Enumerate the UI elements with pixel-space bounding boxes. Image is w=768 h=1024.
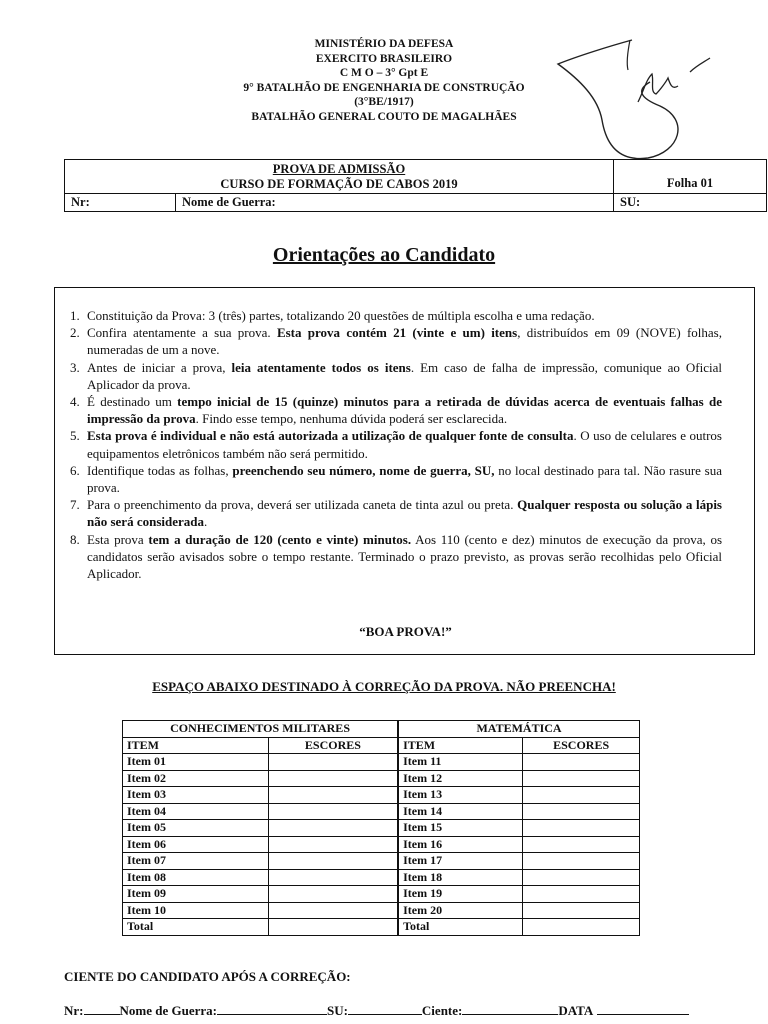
score-cell[interactable] bbox=[523, 869, 640, 886]
guideline-text: tempo inicial de 15 (quinze) minutos para a retirada de dúvidas acerca de eventuais falhas de impressão da prova bbox=[87, 394, 722, 427]
col-item-header: ITEM bbox=[123, 737, 269, 754]
guidelines-title: Orientações ao Candidato bbox=[272, 244, 496, 266]
footer-nr-label: Nr: bbox=[64, 1003, 84, 1018]
admission-table bbox=[64, 159, 767, 212]
col-item-header: ITEM bbox=[398, 737, 523, 754]
score-cell[interactable] bbox=[523, 853, 640, 870]
guideline-text: Aos 110 (cento e dez) minutos de execução da prova, os candidatos serão avisados sobre o tempo restante. Terminado o prazo previsto, as provas serão recolhidas pelo Oficial Aplicador. bbox=[87, 531, 723, 582]
correction-note: ESPAÇO ABAIXO DESTINADO À CORREÇÃO DA PROVA. NÃO PREENCHA! bbox=[152, 679, 616, 694]
score-cell[interactable] bbox=[268, 770, 398, 787]
guideline-text: Esta prova bbox=[87, 531, 149, 547]
guideline-item bbox=[70, 531, 722, 583]
score-cell[interactable] bbox=[523, 886, 640, 903]
admission-title-cell bbox=[65, 160, 614, 194]
footer-su-label: SU: bbox=[326, 1003, 348, 1018]
guidelines-list bbox=[70, 307, 722, 582]
item-label: Item 02 bbox=[123, 770, 269, 787]
good-luck-text: “BOA PROVA!” bbox=[359, 624, 452, 639]
name-label[interactable]: Nome de Guerra: bbox=[176, 194, 614, 212]
guideline-text: Antes de iniciar a prova, bbox=[87, 359, 232, 375]
score-cell[interactable] bbox=[268, 836, 398, 853]
guideline-item bbox=[70, 427, 722, 461]
guideline-text: . O uso de celulares e outros equipamentos eletrônicos também não será permitido. bbox=[87, 428, 722, 461]
header-line: 9° BATALHÃO DE ENGENHARIA DE CONSTRUÇÃO bbox=[243, 81, 525, 94]
score-cell[interactable] bbox=[523, 803, 640, 820]
footer-name-label: Nome de Guerra: bbox=[119, 1003, 217, 1018]
signature-line bbox=[64, 1002, 734, 1019]
guideline-item bbox=[70, 359, 722, 393]
guideline-item bbox=[70, 307, 722, 324]
guideline-text: Esta prova contém 21 (vinte e um) itens bbox=[276, 325, 518, 341]
guideline-text: preenchendo seu número, nome de guerra, SU, bbox=[232, 462, 495, 478]
guideline-item bbox=[70, 393, 722, 427]
table-row bbox=[123, 902, 640, 919]
item-label: Item 01 bbox=[123, 754, 269, 771]
item-label: Item 06 bbox=[123, 836, 269, 853]
table-row bbox=[123, 787, 640, 804]
guidelines-box bbox=[54, 287, 755, 655]
sheet-number: Folha 01 bbox=[614, 160, 767, 194]
guideline-item bbox=[70, 324, 722, 358]
guideline-item bbox=[70, 462, 722, 496]
table-row bbox=[123, 820, 640, 837]
exam-title: PROVA DE ADMISSÃO bbox=[272, 162, 406, 176]
table-row bbox=[123, 836, 640, 853]
nr-label[interactable]: Nr: bbox=[65, 194, 176, 212]
item-label: Item 20 bbox=[398, 902, 523, 919]
header-line: (3°BE/1917) bbox=[354, 96, 414, 109]
section-math: MATEMÁTICA bbox=[398, 721, 639, 738]
item-label: Item 17 bbox=[398, 853, 523, 870]
header-line: EXERCITO BRASILEIRO bbox=[315, 52, 453, 65]
footer-data-label: DATA bbox=[558, 1003, 594, 1018]
su-label[interactable]: SU: bbox=[614, 194, 767, 212]
item-label: Item 12 bbox=[398, 770, 523, 787]
score-cell[interactable] bbox=[523, 919, 640, 936]
guideline-number: 5. bbox=[70, 428, 80, 444]
nr-field[interactable] bbox=[84, 1002, 120, 1015]
guideline-number: 6. bbox=[70, 462, 80, 478]
guideline-number: 8. bbox=[70, 531, 80, 547]
guideline-text: Confira atentamente a sua prova. bbox=[87, 325, 277, 341]
guideline-number: 4. bbox=[70, 394, 80, 410]
table-row bbox=[123, 886, 640, 903]
item-label: Item 08 bbox=[123, 869, 269, 886]
item-label: Item 13 bbox=[398, 787, 523, 804]
score-cell[interactable] bbox=[523, 754, 640, 771]
item-label: Item 15 bbox=[398, 820, 523, 837]
score-cell[interactable] bbox=[523, 836, 640, 853]
table-row bbox=[123, 803, 640, 820]
guideline-number: 2. bbox=[70, 325, 80, 341]
guideline-text: . Findo esse tempo, nenhuma dúvida poderá ser esclarecida. bbox=[195, 411, 508, 427]
table-row bbox=[123, 754, 640, 771]
item-label: Item 16 bbox=[398, 836, 523, 853]
item-label: Item 09 bbox=[123, 886, 269, 903]
guideline-number: 1. bbox=[70, 308, 80, 323]
col-scores-header: ESCORES bbox=[268, 737, 398, 754]
score-cell[interactable] bbox=[268, 886, 398, 903]
guideline-item bbox=[70, 496, 722, 530]
item-label: Item 10 bbox=[123, 902, 269, 919]
guideline-text: , distribuídos em 09 (NOVE) folhas, numeradas de um a nove. bbox=[87, 325, 722, 358]
guideline-text: Para o preenchimento da prova, deverá ser utilizada caneta de tinta azul ou preta. bbox=[87, 497, 518, 513]
score-cell[interactable] bbox=[523, 902, 640, 919]
su-field[interactable] bbox=[348, 1002, 422, 1015]
total-label: Total bbox=[398, 919, 523, 936]
guideline-text: leia atentamente todos os itens bbox=[231, 359, 411, 375]
guideline-text: . Em caso de falha de impressão, comunique ao Oficial Aplicador da prova. bbox=[87, 359, 722, 392]
item-label: Item 14 bbox=[398, 803, 523, 820]
col-scores-header: ESCORES bbox=[523, 737, 640, 754]
guideline-text: Esta prova é individual e não está autorizada a utilização de qualquer fonte de consulta bbox=[87, 428, 574, 444]
score-cell[interactable] bbox=[268, 803, 398, 820]
date-field[interactable] bbox=[597, 1002, 689, 1015]
ciente-title: CIENTE DO CANDIDATO APÓS A CORREÇÃO: bbox=[64, 969, 351, 984]
ciente-field[interactable] bbox=[462, 1002, 558, 1015]
score-cell[interactable] bbox=[268, 820, 398, 837]
guideline-text: Identifique todas as folhas, bbox=[87, 462, 233, 478]
item-label: Item 04 bbox=[123, 803, 269, 820]
score-cell[interactable] bbox=[268, 919, 398, 936]
guideline-text: É destinado um bbox=[87, 394, 178, 410]
score-cell[interactable] bbox=[268, 853, 398, 870]
item-label: Item 19 bbox=[398, 886, 523, 903]
guideline-text: . bbox=[204, 514, 208, 530]
score-cell[interactable] bbox=[268, 787, 398, 804]
header-line: C M O – 3° Gpt E bbox=[339, 67, 429, 80]
course-name: CURSO DE FORMAÇÃO DE CABOS 2019 bbox=[220, 177, 458, 191]
header-line: BATALHÃO GENERAL COUTO DE MAGALHÃES bbox=[251, 110, 517, 123]
guideline-number: 7. bbox=[70, 497, 80, 513]
score-cell[interactable] bbox=[268, 902, 398, 919]
table-row bbox=[123, 770, 640, 787]
total-row bbox=[123, 919, 640, 936]
total-label: Total bbox=[123, 919, 269, 936]
item-label: Item 07 bbox=[123, 853, 269, 870]
score-cell[interactable] bbox=[523, 820, 640, 837]
score-cell[interactable] bbox=[523, 787, 640, 804]
item-label: Item 18 bbox=[398, 869, 523, 886]
guideline-text: Qualquer resposta ou solução a lápis não será considerada bbox=[87, 497, 722, 530]
item-label: Item 05 bbox=[123, 820, 269, 837]
section-military: CONHECIMENTOS MILITARES bbox=[123, 721, 399, 738]
score-cell[interactable] bbox=[268, 754, 398, 771]
header-line: MINISTÉRIO DA DEFESA bbox=[314, 38, 454, 50]
table-row bbox=[123, 853, 640, 870]
guideline-text: tem a duração de 120 (cento e vinte) minutos. bbox=[148, 531, 412, 547]
item-label: Item 11 bbox=[398, 754, 523, 771]
scores-table bbox=[122, 720, 640, 936]
score-cell[interactable] bbox=[523, 770, 640, 787]
footer-ciente-label: Ciente: bbox=[421, 1003, 463, 1018]
name-field[interactable] bbox=[217, 1002, 327, 1015]
item-label: Item 03 bbox=[123, 787, 269, 804]
signature-mark bbox=[540, 20, 720, 170]
table-row bbox=[123, 869, 640, 886]
score-cell[interactable] bbox=[268, 869, 398, 886]
guideline-text: Constituição da Prova: 3 (três) partes, totalizando 20 questões de múltipla escolha e uma redação. bbox=[87, 308, 595, 323]
guideline-number: 3. bbox=[70, 359, 80, 375]
guideline-text: no local destinado para tal. Não rasure sua prova. bbox=[87, 462, 723, 496]
